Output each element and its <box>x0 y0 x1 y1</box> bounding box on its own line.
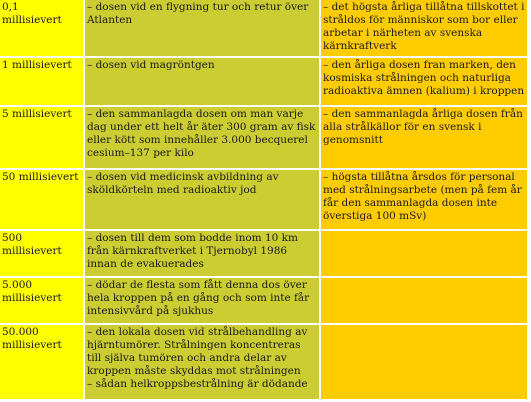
description-cell <box>85 325 319 399</box>
dose-cell: 1 millisievert <box>0 58 83 105</box>
table-row <box>0 58 527 105</box>
description-text-2: – sådan helkroppsbestrålning är dödande <box>87 378 308 390</box>
dose-cell: 0,1 millisievert <box>0 0 83 56</box>
table-row <box>0 107 527 168</box>
table-row <box>0 325 527 399</box>
table-row <box>0 170 527 229</box>
description-cell: – dödar de flesta som fått denna dos över hela kroppen på en gång och som inte får intensivvård på sjukhus <box>85 278 319 323</box>
note-cell: – högsta tillåtna årsdos för personal med strålningsarbete (men på fem år får den sammanlagda dosen inte överstiga 100 mSv) <box>321 170 527 229</box>
note-cell <box>321 278 527 323</box>
description-cell: – dosen vid medicinsk avbildning av sköldkörteln med radioaktiv jod <box>85 170 319 229</box>
description-cell: – dosen vid magröntgen <box>85 58 319 105</box>
dose-cell: 50 millisievert <box>0 170 83 229</box>
description-cell: – den sammanlagda dosen om man varje dag under ett helt år äter 300 gram av fisk eller kött som innehåller 3.000 becquerel cesium–137 per kilo <box>85 107 319 168</box>
dose-cell: 500 millisievert <box>0 231 83 276</box>
note-cell <box>321 325 527 399</box>
note-cell: – det högsta årliga tillåtna tillskottet i stråldos för människor som bor eller arbetar i närheten av svenska kärnkraftverk <box>321 0 527 56</box>
table-row <box>0 231 527 276</box>
note-cell: – den sammanlagda årliga dosen från alla strålkällor för en svensk i genomsnitt <box>321 107 527 168</box>
description-cell: – dosen vid en flygning tur och retur över Atlanten <box>85 0 319 56</box>
dose-cell: 5.000 millisievert <box>0 278 83 323</box>
table-row <box>0 278 527 323</box>
description-text: – den lokala dosen vid strålbehandling av hjärntumörer. Strålningen koncentreras till själva tumören och andra delar av kroppen måste skyddas mot strålningen <box>87 326 308 377</box>
note-cell: – den årliga dosen fran marken, den kosmiska strålningen och naturliga radioaktiva ämnen (kalium) i kroppen <box>321 58 527 105</box>
table-row <box>0 0 527 56</box>
dose-cell: 50.000 millisievert <box>0 325 83 399</box>
description-cell: – dosen till dem som bodde inom 10 km från kärnkraftverket i Tjernobyl 1986 innan de evakuerades <box>85 231 319 276</box>
dose-cell: 5 millisievert <box>0 107 83 168</box>
note-cell <box>321 231 527 276</box>
